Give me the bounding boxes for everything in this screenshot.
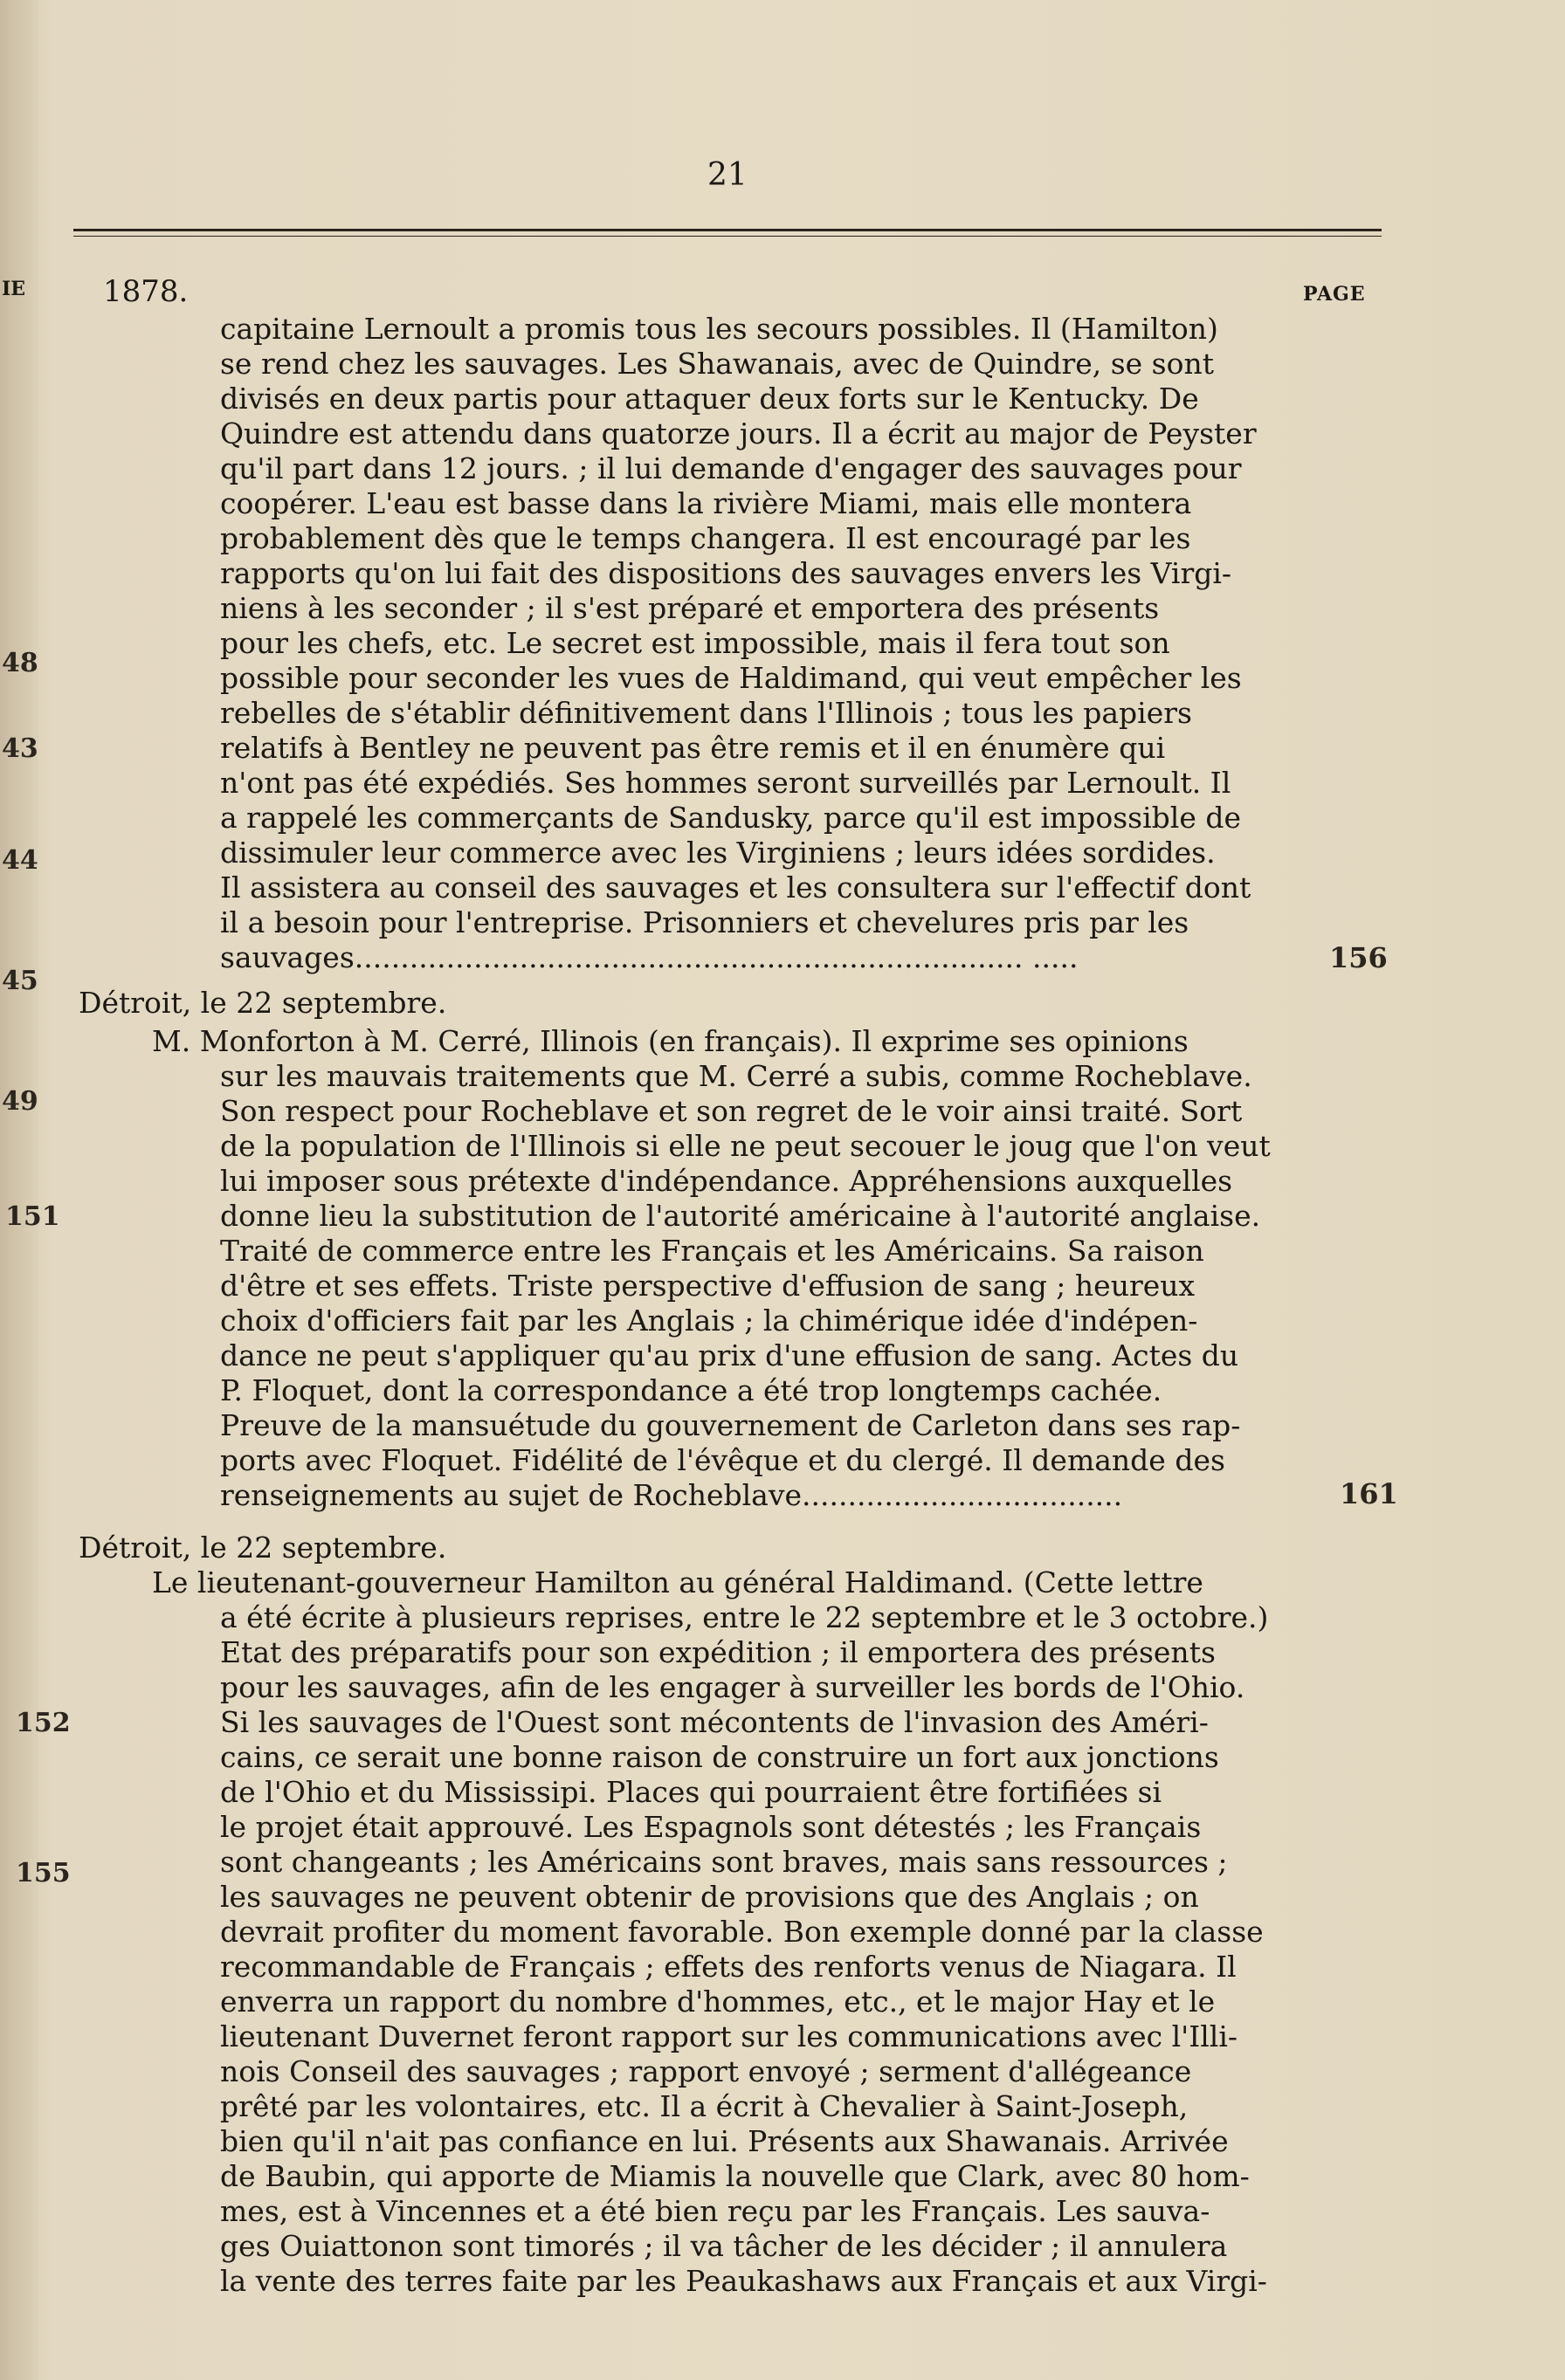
entry-line: devrait profiter du moment favorable. Bon exemple donné par la classe bbox=[220, 1915, 1264, 1949]
entry-line: de l'Ohio et du Mississipi. Places qui pourraient être fortifiées si bbox=[220, 1775, 1162, 1809]
entry-line: les sauvages ne peuvent obtenir de provisions que des Anglais ; on bbox=[220, 1880, 1199, 1914]
entry-line: qu'il part dans 12 jours. ; il lui demande d'engager des sauvages pour bbox=[220, 451, 1242, 485]
entry-line: ges Ouiattonon sont timorés ; il va tâcher de les décider ; il annulera bbox=[220, 2229, 1228, 2263]
entry-line: relatifs à Bentley ne peuvent pas être remis et il en énumère qui bbox=[220, 731, 1166, 765]
entry-line: a été écrite à plusieurs reprises, entre le 22 septembre et le 3 octobre.) bbox=[220, 1600, 1269, 1634]
entry-line: niens à les seconder ; il s'est préparé et emportera des présents bbox=[220, 591, 1160, 625]
entry-line: capitaine Lernoult a promis tous les secours possibles. Il (Hamilton) bbox=[220, 312, 1218, 346]
entry-line: Quindre est attendu dans quatorze jours. Il a écrit au major de Peyster bbox=[220, 416, 1257, 451]
entry-subject: Le lieutenant-gouverneur Hamilton au général Haldimand. (Cette lettre bbox=[152, 1565, 1203, 1599]
margin-number-145: 45 bbox=[2, 966, 38, 996]
entry-line: rapports qu'on lui fait des dispositions des sauvages envers les Virgi- bbox=[220, 556, 1232, 590]
entry-heading: Détroit, le 22 septembre. bbox=[79, 1530, 447, 1565]
entry-line: Si les sauvages de l'Ouest sont mécontents de l'invasion des Améri- bbox=[220, 1705, 1209, 1739]
year-heading: 1878. bbox=[103, 274, 189, 309]
entry-line: coopérer. L'eau est basse dans la rivière Miami, mais elle montera bbox=[220, 486, 1192, 520]
entry-line: probablement dès que le temps changera. Il est encouragé par les bbox=[220, 521, 1191, 555]
entry-line: renseignements au sujet de Rocheblave................................... bbox=[220, 1478, 1123, 1512]
entry-line: divisés en deux partis pour attaquer deux forts sur le Kentucky. De bbox=[220, 382, 1199, 416]
entry-line: dissimuler leur commerce avec les Virginiens ; leurs idées sordides. bbox=[220, 836, 1216, 870]
entry-line: le projet était approuvé. Les Espagnols sont détestés ; les Français bbox=[220, 1810, 1202, 1844]
entry-line: sur les mauvais traitements que M. Cerré a subis, comme Rocheblave. bbox=[220, 1059, 1252, 1093]
entry-line: bien qu'il n'ait pas confiance en lui. Présents aux Shawanais. Arrivée bbox=[220, 2124, 1229, 2158]
entry-line: Traité de commerce entre les Français et les Américains. Sa raison bbox=[220, 1234, 1204, 1268]
entry-line: sont changeants ; les Américains sont braves, mais sans ressources ; bbox=[220, 1845, 1228, 1879]
entry-line: nois Conseil des sauvages ; rapport envoyé ; serment d'allégeance bbox=[220, 2054, 1192, 2088]
page-gutter bbox=[0, 0, 38, 2380]
entry-line: Son respect pour Rocheblave et son regret de le voir ainsi traité. Sort bbox=[220, 1094, 1243, 1128]
header-rule bbox=[73, 229, 1382, 231]
entry-line: la vente des terres faite par les Peaukashaws aux Français et aux Virgi- bbox=[220, 2264, 1267, 2298]
entry-line: n'ont pas été expédiés. Ses hommes seront surveillés par Lernoult. Il bbox=[220, 766, 1231, 800]
entry-line: Il assistera au conseil des sauvages et les consultera sur l'effectif dont bbox=[220, 870, 1251, 905]
entry-line: lui imposer sous prétexte d'indépendance. Appréhensions auxquelles bbox=[220, 1164, 1233, 1198]
entry-heading: Détroit, le 22 septembre. bbox=[79, 986, 447, 1020]
entry-line: se rend chez les sauvages. Les Shawanais, avec de Quindre, se sont bbox=[220, 347, 1215, 381]
entry-line: possible pour seconder les vues de Haldimand, qui veut empêcher les bbox=[220, 661, 1242, 695]
entry-line: dance ne peut s'appliquer qu'au prix d'une effusion de sang. Actes du bbox=[220, 1338, 1239, 1372]
entry-line: recommandable de Français ; effets des renforts venus de Niagara. Il bbox=[220, 1950, 1237, 1984]
entry-line: de Baubin, qui apporte de Miamis la nouvelle que Clark, avec 80 hom- bbox=[220, 2159, 1250, 2193]
entry-line: prêté par les volontaires, etc. Il a écrit à Chevalier à Saint-Joseph, bbox=[220, 2089, 1189, 2123]
entry-line: il a besoin pour l'entreprise. Prisonniers et chevelures pris par les bbox=[220, 905, 1189, 939]
entry-line: P. Floquet, dont la correspondance a été trop longtemps cachée. bbox=[220, 1373, 1162, 1407]
entry-line: pour les sauvages, afin de les engager à surveiller les bords de l'Ohio. bbox=[220, 1670, 1245, 1704]
page-number: 21 bbox=[707, 157, 748, 193]
entry-line: Preuve de la mansuétude du gouvernement de Carleton dans ses rap- bbox=[220, 1408, 1241, 1442]
entry-line: donne lieu la substitution de l'autorité américaine à l'autorité anglaise. bbox=[220, 1199, 1261, 1233]
page-ref-161: 161 bbox=[1340, 1477, 1398, 1510]
margin-number-151: 151 bbox=[5, 1201, 60, 1232]
margin-number-144: 44 bbox=[2, 845, 38, 876]
entry-line: d'être et ses effets. Triste perspective d'effusion de sang ; heureux bbox=[220, 1269, 1196, 1303]
page-column-label: PAGE bbox=[1303, 283, 1366, 306]
entry-line: de la population de l'Illinois si elle ne peut secouer le joug que l'on veut bbox=[220, 1129, 1271, 1163]
margin-number-152: 152 bbox=[16, 1708, 71, 1738]
entry-line: sauvages......................................................................... ..... bbox=[220, 940, 1079, 974]
header-rule-thin bbox=[73, 236, 1382, 237]
entry-line: enverra un rapport du nombre d'hommes, etc., et le major Hay et le bbox=[220, 1984, 1216, 2019]
entry-line: ports avec Floquet. Fidélité de l'évêque et du clergé. Il demande des bbox=[220, 1443, 1225, 1477]
page-ref-156: 156 bbox=[1329, 941, 1388, 974]
entry-line: a rappelé les commerçants de Sandusky, parce qu'il est impossible de bbox=[220, 801, 1241, 835]
entry-subject: M. Monforton à M. Cerré, Illinois (en français). Il exprime ses opinions bbox=[152, 1024, 1189, 1058]
entry-line: lieutenant Duvernet feront rapport sur les communications avec l'Illi- bbox=[220, 2019, 1238, 2053]
margin-number-143: 43 bbox=[2, 733, 38, 764]
margin-number-148: 48 bbox=[2, 648, 38, 678]
margin-number-155: 155 bbox=[16, 1858, 71, 1888]
entry-line: choix d'officiers fait par les Anglais ; la chimérique idée d'indépen- bbox=[220, 1303, 1198, 1338]
entry-line: mes, est à Vincennes et a été bien reçu par les Français. Les sauva- bbox=[220, 2194, 1210, 2228]
entry-line: rebelles de s'établir définitivement dans l'Illinois ; tous les papiers bbox=[220, 696, 1192, 730]
entry-line: Etat des préparatifs pour son expédition ; il emportera des présents bbox=[220, 1635, 1216, 1669]
entry-line: cains, ce serait une bonne raison de construire un fort aux jonctions bbox=[220, 1740, 1219, 1774]
margin-fragment-e: IE bbox=[2, 278, 26, 300]
margin-number-149: 49 bbox=[2, 1086, 38, 1117]
entry-line: pour les chefs, etc. Le secret est impossible, mais il fera tout son bbox=[220, 626, 1170, 660]
